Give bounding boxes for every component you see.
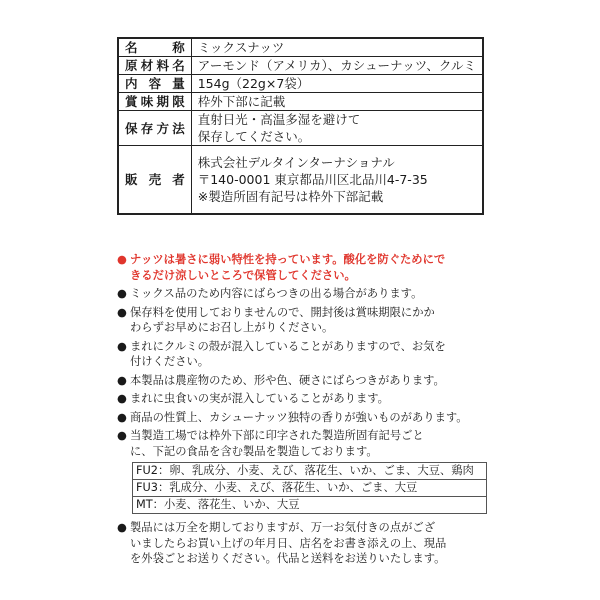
text-line: 〒140-0001 東京都品川区北品川4-7-35: [197, 171, 428, 187]
allergen-row: [133, 463, 487, 480]
label-row: [118, 93, 483, 111]
text-line: ミックス品のため内容にばらつきの出る場合があります。: [130, 287, 423, 300]
note-item: [117, 373, 489, 389]
label-key: 内 容 量: [118, 75, 191, 93]
bullet-icon: ●: [117, 373, 127, 387]
note-text: [130, 340, 446, 369]
text-line: 保存してください。: [197, 129, 311, 144]
storage-warning: [117, 252, 489, 283]
bullet-icon: ●: [117, 339, 127, 353]
text-line: 付けください。: [130, 355, 210, 368]
note-item: [117, 410, 489, 426]
note-text: [130, 392, 389, 405]
bullet-icon: ●: [117, 253, 127, 266]
label-key: 原材料名: [118, 57, 191, 75]
note-item: [117, 339, 489, 370]
text-line: 製品には万全を期しておりますが、万一お気付きの点がござ: [130, 521, 436, 534]
notes-section: [117, 252, 489, 570]
note-text: [130, 306, 435, 335]
label-value: [191, 57, 483, 75]
text-line: 当製造工場では枠外下部に印字された製造所固有記号ごと: [130, 429, 424, 442]
label-row: [118, 111, 483, 146]
note-item: [117, 428, 489, 459]
label-row: [118, 75, 483, 93]
allergen-text: FU2：卵、乳成分、小麦、えび、落花生、いか、ごま、大豆、鶏肉: [133, 463, 487, 480]
text-line: ナッツは暑さに弱い特性を持っています。酸化を防ぐためにで: [130, 253, 446, 266]
label-row: [118, 38, 483, 57]
note-item: [117, 520, 489, 567]
text-line: 154g（22g×7袋）: [197, 76, 310, 91]
note-text: [130, 521, 446, 565]
allergen-row: [133, 480, 487, 497]
text-line: きるだけ涼しいところで保管してください。: [130, 268, 356, 282]
text-line: わらずお早めにお召し上がりください。: [130, 321, 334, 334]
label-key: 販 売 者: [118, 146, 191, 214]
label-row: [118, 57, 483, 75]
note-item: [117, 305, 489, 336]
note-text: [130, 287, 422, 300]
text-line: 枠外下部に記載: [197, 94, 286, 109]
bullet-icon: ●: [117, 287, 127, 300]
note-text: [130, 429, 424, 458]
allergen-text: MT：小麦、落花生、いか、大豆: [133, 497, 487, 514]
label-value: [191, 38, 483, 57]
text-line: 株式会社デルタインターナショナル: [197, 154, 395, 170]
note-item: [117, 286, 489, 302]
label-value: [191, 93, 483, 111]
product-label-table: [117, 37, 484, 215]
label-row: [118, 146, 483, 214]
text-line: いましたらお買い上げの年月日、店名をお書き添えの上、現品: [130, 536, 447, 550]
bullet-icon: ●: [117, 429, 127, 442]
label-key: 名 称: [118, 38, 191, 57]
text-line: 商品の性質上、カシューナッツ独特の香りが強いものがあります。: [130, 410, 468, 424]
note-item: [117, 391, 489, 407]
text-line: 直射日光・高温多湿を避けて: [197, 112, 361, 127]
text-line: まれにクルミの殻が混入していることがありますので、お気を: [130, 339, 446, 353]
text-line: 本製品は農産物のため、形や色、硬さにばらつきがあります。: [130, 373, 445, 387]
text-line: まれに虫食いの実が混入していることがあります。: [130, 392, 389, 405]
bullet-icon: ●: [117, 410, 127, 424]
text-line: 保存料を使用しておりませんので、開封後は賞味期限にかか: [130, 305, 435, 319]
text-line: ※製造所固有記号は枠外下部記載: [197, 188, 384, 204]
note-text: [130, 374, 445, 387]
label-value: [191, 146, 483, 214]
bullet-icon: ●: [117, 521, 127, 534]
bullet-icon: ●: [117, 392, 127, 405]
bullet-icon: ●: [117, 305, 127, 319]
warning-text: [130, 253, 445, 282]
note-text: [130, 411, 468, 424]
text-line: アーモンド（アメリカ）、カシューナッツ、クルミ: [197, 58, 476, 73]
label-value: [191, 111, 483, 146]
text-line: に、下記の食品を含む製品を製造しております。: [130, 444, 378, 458]
label-value: [191, 75, 483, 93]
text-line: を外袋ごとお送りください。代品と送料をお送りいたします。: [130, 552, 446, 565]
text-line: ミックスナッツ: [197, 40, 285, 55]
allergen-text: FU3：乳成分、小麦、えび、落花生、いか、ごま、大豆: [133, 480, 487, 497]
label-key: 賞味期限: [118, 93, 191, 111]
allergen-row: [133, 497, 487, 514]
allergen-table: [132, 462, 487, 514]
label-key: 保存方法: [118, 111, 191, 146]
